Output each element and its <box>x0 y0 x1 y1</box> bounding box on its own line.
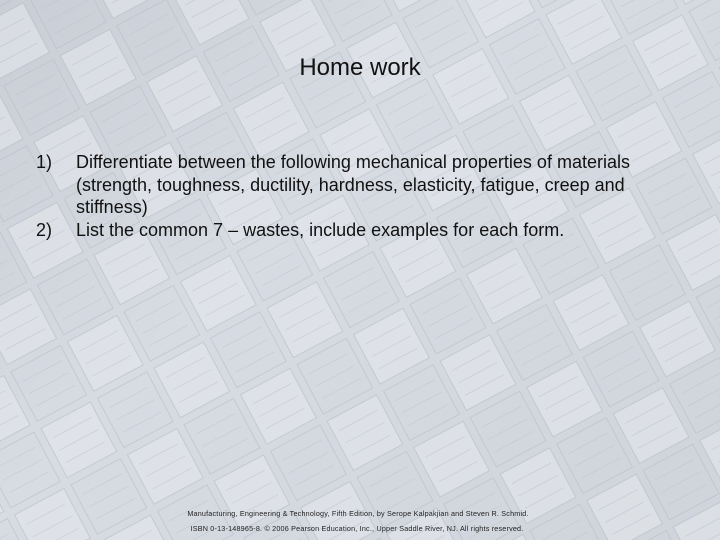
pattern-line <box>388 94 427 115</box>
pattern-line <box>175 239 214 260</box>
pattern-line <box>489 419 528 440</box>
pattern-line <box>482 406 521 427</box>
pattern-line <box>369 467 408 488</box>
pattern-line <box>515 332 554 353</box>
pattern-tile <box>474 534 550 540</box>
slide-title-text: Home work <box>299 54 421 81</box>
pattern-line <box>335 267 374 288</box>
pattern-line <box>415 7 454 28</box>
pattern-line <box>315 92 354 113</box>
pattern-line <box>628 272 667 293</box>
pattern-line <box>395 380 434 401</box>
pattern-line <box>116 400 155 421</box>
pattern-line <box>0 260 8 281</box>
pattern-line <box>149 325 188 346</box>
homework-list <box>36 151 676 241</box>
pattern-line <box>495 431 534 452</box>
pattern-line <box>708 286 720 307</box>
pattern-line <box>349 292 388 313</box>
pattern-line <box>29 373 68 394</box>
pattern-line <box>409 405 448 426</box>
pattern-line <box>296 465 335 486</box>
list-item-text: Differentiate between the following mechanical properties of materials (strength, toughness, ductility, hardness, elasticity, fatigue, creep and stiffness) <box>76 152 630 217</box>
pattern-line <box>222 327 261 348</box>
pattern-line <box>36 385 75 406</box>
pattern-line <box>342 279 381 300</box>
pattern-line <box>0 161 28 182</box>
pattern-line <box>569 433 608 454</box>
list-item-number: 2) <box>36 219 53 240</box>
pattern-line <box>435 318 474 339</box>
pattern-line <box>688 385 720 406</box>
pattern-line <box>508 320 547 341</box>
pattern-line <box>123 412 162 433</box>
pattern-line <box>49 274 88 295</box>
pattern-tile <box>87 0 163 19</box>
pattern-line <box>707 12 720 33</box>
pattern-line <box>23 361 62 382</box>
pattern-line <box>42 0 81 9</box>
pattern-line <box>129 14 168 35</box>
pattern-line <box>522 345 561 366</box>
pattern-tile <box>173 0 249 45</box>
pattern-line <box>0 534 9 540</box>
pattern-tile <box>693 128 720 204</box>
footer-citation: Manufacturing, Engineering & Technology, Fifth Edition, by Serope Kalpakjian and Steven R. Schmid. <box>187 509 529 518</box>
pattern-line <box>421 20 460 41</box>
pattern-line <box>662 472 701 493</box>
pattern-line <box>83 474 122 495</box>
pattern-line <box>595 346 634 367</box>
pattern-line <box>202 426 241 447</box>
pattern-line <box>428 32 467 53</box>
slide-title <box>0 54 720 82</box>
pattern-line <box>608 371 647 392</box>
pattern-line <box>622 260 661 281</box>
pattern-line <box>582 458 621 479</box>
list-item-number: 1) <box>36 152 53 172</box>
pattern-line <box>308 80 347 101</box>
pattern-line <box>289 452 328 473</box>
pattern-line <box>542 246 581 267</box>
pattern-line <box>376 479 415 500</box>
pattern-line <box>548 258 587 279</box>
pattern-tile <box>659 0 720 4</box>
pattern-line <box>621 0 660 7</box>
pattern-tile <box>459 0 535 38</box>
pattern-line <box>236 352 275 373</box>
pattern-line <box>3 460 42 481</box>
pattern-line <box>109 387 148 408</box>
pattern-line <box>0 248 2 269</box>
pattern-line <box>635 285 674 306</box>
pattern-line <box>315 366 354 387</box>
pattern-line <box>322 378 361 399</box>
pattern-line <box>262 265 301 286</box>
pattern-line <box>422 293 461 314</box>
pattern-line <box>328 0 367 1</box>
pattern-line <box>602 359 641 380</box>
pattern-line <box>309 354 348 375</box>
pattern-line <box>109 113 148 134</box>
pattern-line <box>688 111 720 132</box>
pattern-line <box>549 532 588 540</box>
pattern-line <box>395 106 434 127</box>
pattern-line <box>135 27 174 48</box>
pattern-line <box>341 6 380 27</box>
pattern-line <box>209 438 248 459</box>
pattern-line <box>249 240 288 261</box>
pattern-line <box>142 313 181 334</box>
pattern-line <box>668 484 707 505</box>
pattern-line <box>682 373 720 394</box>
pattern-line <box>282 440 321 461</box>
pattern-line <box>102 101 141 122</box>
pattern-line <box>22 87 61 108</box>
list-item-text: List the common 7 – wastes, include examples for each form. <box>76 219 565 240</box>
pattern-line <box>62 299 101 320</box>
pattern-line <box>655 459 694 480</box>
footer-copyright: ISBN 0-13-148965-8. © 2006 Pearson Education, Inc., Upper Saddle River, NJ. All rights reserved. <box>190 524 524 533</box>
pattern-line <box>575 445 614 466</box>
pattern-line <box>475 120 514 141</box>
pattern-line <box>55 13 94 34</box>
pattern-line <box>681 99 720 120</box>
pattern-line <box>49 0 88 21</box>
pattern-line <box>115 126 154 147</box>
pattern-line <box>501 34 540 55</box>
list-item <box>36 151 676 219</box>
pattern-line <box>429 306 468 327</box>
pattern-line <box>402 392 441 413</box>
pattern-line <box>0 173 35 194</box>
pattern-tile <box>0 289 57 365</box>
pattern-line <box>627 0 666 19</box>
pattern-line <box>674 87 713 108</box>
pattern-line <box>0 447 35 468</box>
pattern-line <box>255 253 294 274</box>
pattern-line <box>335 0 374 14</box>
pattern-tile <box>673 501 720 540</box>
pattern-line <box>136 301 175 322</box>
pattern-line <box>401 119 440 140</box>
pattern-line <box>189 127 228 148</box>
pattern-line <box>229 339 268 360</box>
pattern-line <box>89 486 128 507</box>
pattern-line <box>196 414 235 435</box>
pattern-line <box>29 99 68 120</box>
pattern-tile <box>0 376 30 452</box>
pattern-tile <box>373 0 449 11</box>
pattern-line <box>9 472 48 493</box>
list-item <box>36 219 676 242</box>
pattern-line <box>56 286 95 307</box>
pattern-line <box>601 85 640 106</box>
